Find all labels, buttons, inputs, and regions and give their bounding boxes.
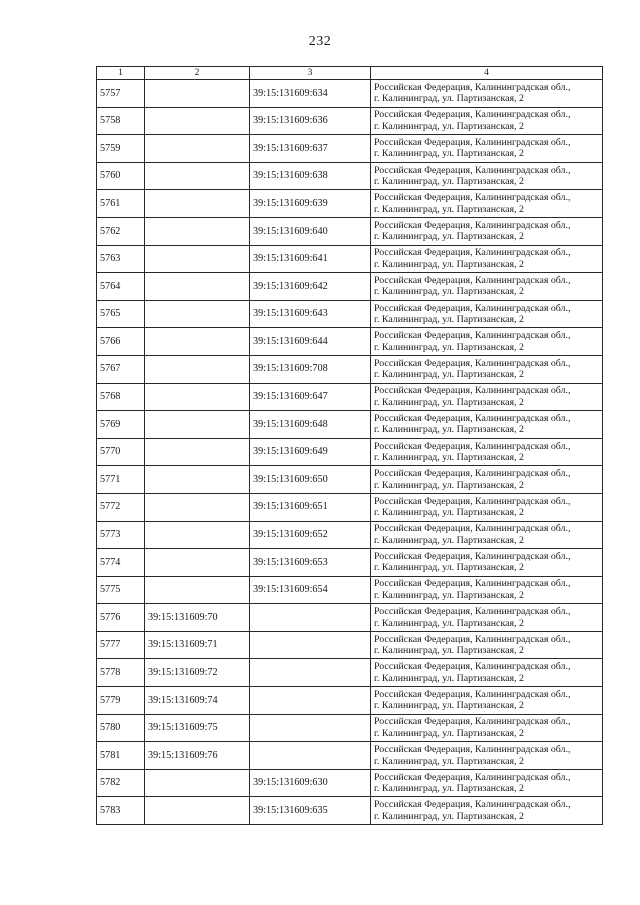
address-cell (371, 659, 603, 687)
row-number-cell: 5778 (97, 659, 145, 687)
registry-table-body (97, 67, 603, 825)
address-line-1: Российская Федерация, Калининградская обл., (374, 468, 571, 480)
address-cell (371, 80, 603, 108)
table-row (97, 576, 603, 604)
land-cadastral-number-cell (145, 549, 250, 577)
row-number-cell: 5765 (97, 300, 145, 328)
address-line-1: Российская Федерация, Калининградская обл., (374, 412, 571, 424)
table-row (97, 411, 603, 439)
address-cell (371, 245, 603, 273)
address-cell (371, 549, 603, 577)
address-cell (371, 521, 603, 549)
row-number-cell: 5767 (97, 355, 145, 383)
column-header-3: 3 (250, 67, 371, 80)
address-line-1: Российская Федерация, Калининградская обл., (374, 247, 571, 259)
row-number-cell: 5760 (97, 162, 145, 190)
address-line-2: г. Калининград, ул. Партизанская, 2 (374, 645, 524, 657)
table-row (97, 714, 603, 742)
address-line-1: Российская Федерация, Калининградская обл., (374, 274, 571, 286)
row-number-cell: 5770 (97, 438, 145, 466)
address-cell (371, 355, 603, 383)
row-number-cell: 5779 (97, 687, 145, 715)
address-cell (371, 273, 603, 301)
table-row (97, 300, 603, 328)
land-cadastral-number-cell: 39:15:131609:74 (145, 687, 250, 715)
land-cadastral-number-cell (145, 107, 250, 135)
address-line-2: г. Калининград, ул. Партизанская, 2 (374, 562, 524, 574)
row-number-cell: 5777 (97, 631, 145, 659)
address-cell (371, 769, 603, 797)
address-line-2: г. Калининград, ул. Партизанская, 2 (374, 727, 524, 739)
row-number-cell: 5776 (97, 604, 145, 632)
address-line-1: Российская Федерация, Калининградская обл., (374, 550, 571, 562)
row-number-cell: 5766 (97, 328, 145, 356)
registry-table (96, 66, 603, 825)
object-cadastral-number-cell: 39:15:131609:642 (250, 273, 371, 301)
address-line-2: г. Калининград, ул. Партизанская, 2 (374, 120, 524, 132)
land-cadastral-number-cell (145, 328, 250, 356)
address-line-2: г. Калининград, ул. Партизанская, 2 (374, 810, 524, 822)
object-cadastral-number-cell: 39:15:131609:708 (250, 355, 371, 383)
row-number-cell: 5772 (97, 493, 145, 521)
table-row (97, 217, 603, 245)
table-row (97, 107, 603, 135)
object-cadastral-number-cell: 39:15:131609:654 (250, 576, 371, 604)
address-line-2: г. Калининград, ул. Партизанская, 2 (374, 479, 524, 491)
object-cadastral-number-cell: 39:15:131609:637 (250, 135, 371, 163)
address-cell (371, 135, 603, 163)
address-line-1: Российская Федерация, Калининградская обл., (374, 744, 571, 756)
object-cadastral-number-cell (250, 631, 371, 659)
table-row (97, 521, 603, 549)
address-line-1: Российская Федерация, Калининградская обл., (374, 440, 571, 452)
address-cell (371, 604, 603, 632)
row-number-cell: 5761 (97, 190, 145, 218)
land-cadastral-number-cell (145, 273, 250, 301)
land-cadastral-number-cell: 39:15:131609:76 (145, 742, 250, 770)
table-row (97, 190, 603, 218)
address-line-2: г. Калининград, ул. Партизанская, 2 (374, 396, 524, 408)
object-cadastral-number-cell: 39:15:131609:648 (250, 411, 371, 439)
address-line-1: Российская Федерация, Калининградская обл., (374, 136, 571, 148)
address-line-1: Российская Федерация, Калининградская обл., (374, 385, 571, 397)
row-number-cell: 5758 (97, 107, 145, 135)
row-number-cell: 5762 (97, 217, 145, 245)
object-cadastral-number-cell: 39:15:131609:653 (250, 549, 371, 577)
address-cell (371, 687, 603, 715)
row-number-cell: 5771 (97, 466, 145, 494)
address-line-2: г. Калининград, ул. Партизанская, 2 (374, 424, 524, 436)
address-line-2: г. Калининград, ул. Партизанская, 2 (374, 617, 524, 629)
land-cadastral-number-cell (145, 300, 250, 328)
address-line-2: г. Калининград, ул. Партизанская, 2 (374, 700, 524, 712)
page-number: 232 (308, 34, 332, 49)
land-cadastral-number-cell (145, 466, 250, 494)
row-number-cell: 5775 (97, 576, 145, 604)
object-cadastral-number-cell (250, 687, 371, 715)
row-number-cell: 5763 (97, 245, 145, 273)
address-line-2: г. Калининград, ул. Партизанская, 2 (374, 589, 524, 601)
row-number-cell: 5774 (97, 549, 145, 577)
object-cadastral-number-cell: 39:15:131609:638 (250, 162, 371, 190)
address-line-2: г. Калининград, ул. Партизанская, 2 (374, 203, 524, 215)
table-row (97, 549, 603, 577)
address-line-1: Российская Федерация, Калининградская обл., (374, 164, 571, 176)
object-cadastral-number-cell (250, 659, 371, 687)
row-number-cell: 5759 (97, 135, 145, 163)
object-cadastral-number-cell: 39:15:131609:649 (250, 438, 371, 466)
address-line-1: Российская Федерация, Калининградская обл., (374, 219, 571, 231)
address-cell (371, 411, 603, 439)
address-cell (371, 493, 603, 521)
address-line-2: г. Калининград, ул. Партизанская, 2 (374, 176, 524, 188)
table-row (97, 687, 603, 715)
address-line-1: Российская Федерация, Калининградская обл., (374, 495, 571, 507)
land-cadastral-number-cell (145, 576, 250, 604)
address-line-1: Российская Федерация, Калининградская обл., (374, 523, 571, 535)
address-line-2: г. Калининград, ул. Партизанская, 2 (374, 783, 524, 795)
table-row (97, 631, 603, 659)
column-number-row (97, 67, 603, 80)
address-line-1: Российская Федерация, Калининградская обл., (374, 606, 571, 618)
land-cadastral-number-cell (145, 245, 250, 273)
row-number-cell: 5782 (97, 769, 145, 797)
table-row (97, 355, 603, 383)
table-row (97, 659, 603, 687)
object-cadastral-number-cell (250, 742, 371, 770)
address-line-1: Российская Федерация, Калининградская обл., (374, 578, 571, 590)
address-line-2: г. Калининград, ул. Партизанская, 2 (374, 258, 524, 270)
column-header-4: 4 (371, 67, 603, 80)
address-cell (371, 438, 603, 466)
address-cell (371, 162, 603, 190)
table-row (97, 438, 603, 466)
land-cadastral-number-cell (145, 797, 250, 825)
address-line-1: Российская Федерация, Калининградская обл., (374, 357, 571, 369)
table-row (97, 80, 603, 108)
row-number-cell: 5781 (97, 742, 145, 770)
column-header-1: 1 (97, 67, 145, 80)
table-row (97, 328, 603, 356)
address-cell (371, 107, 603, 135)
object-cadastral-number-cell: 39:15:131609:651 (250, 493, 371, 521)
table-row (97, 383, 603, 411)
object-cadastral-number-cell (250, 604, 371, 632)
land-cadastral-number-cell (145, 411, 250, 439)
address-line-2: г. Калининград, ул. Партизанская, 2 (374, 672, 524, 684)
table-row (97, 135, 603, 163)
address-cell (371, 714, 603, 742)
address-line-1: Российская Федерация, Калининградская обл., (374, 192, 571, 204)
land-cadastral-number-cell (145, 383, 250, 411)
land-cadastral-number-cell: 39:15:131609:70 (145, 604, 250, 632)
object-cadastral-number-cell: 39:15:131609:630 (250, 769, 371, 797)
address-line-1: Российская Федерация, Калининградская обл., (374, 688, 571, 700)
object-cadastral-number-cell: 39:15:131609:636 (250, 107, 371, 135)
land-cadastral-number-cell (145, 217, 250, 245)
address-cell (371, 217, 603, 245)
address-cell (371, 190, 603, 218)
row-number-cell: 5783 (97, 797, 145, 825)
address-line-2: г. Калининград, ул. Партизанская, 2 (374, 314, 524, 326)
row-number-cell: 5769 (97, 411, 145, 439)
object-cadastral-number-cell: 39:15:131609:650 (250, 466, 371, 494)
object-cadastral-number-cell (250, 714, 371, 742)
address-line-1: Российская Федерация, Калининградская обл., (374, 799, 571, 811)
row-number-cell: 5773 (97, 521, 145, 549)
address-line-1: Российская Федерация, Калининградская обл., (374, 330, 571, 342)
address-line-1: Российская Федерация, Калининградская обл., (374, 302, 571, 314)
object-cadastral-number-cell: 39:15:131609:634 (250, 80, 371, 108)
address-cell (371, 742, 603, 770)
table-row (97, 466, 603, 494)
object-cadastral-number-cell: 39:15:131609:639 (250, 190, 371, 218)
land-cadastral-number-cell (145, 355, 250, 383)
land-cadastral-number-cell: 39:15:131609:72 (145, 659, 250, 687)
address-line-1: Российская Федерация, Калининградская обл., (374, 771, 571, 783)
object-cadastral-number-cell: 39:15:131609:640 (250, 217, 371, 245)
address-cell (371, 383, 603, 411)
column-header-2: 2 (145, 67, 250, 80)
address-cell (371, 300, 603, 328)
object-cadastral-number-cell: 39:15:131609:635 (250, 797, 371, 825)
row-number-cell: 5768 (97, 383, 145, 411)
address-line-1: Российская Федерация, Калининградская обл., (374, 716, 571, 728)
table-row (97, 604, 603, 632)
land-cadastral-number-cell: 39:15:131609:75 (145, 714, 250, 742)
row-number-cell: 5780 (97, 714, 145, 742)
address-line-2: г. Калининград, ул. Партизанская, 2 (374, 148, 524, 160)
land-cadastral-number-cell (145, 135, 250, 163)
land-cadastral-number-cell (145, 80, 250, 108)
table-row (97, 742, 603, 770)
address-line-2: г. Калининград, ул. Партизанская, 2 (374, 231, 524, 243)
address-line-1: Российская Федерация, Калининградская обл., (374, 109, 571, 121)
row-number-cell: 5757 (97, 80, 145, 108)
object-cadastral-number-cell: 39:15:131609:652 (250, 521, 371, 549)
table-row (97, 245, 603, 273)
address-line-2: г. Калининград, ул. Партизанская, 2 (374, 755, 524, 767)
address-line-2: г. Калининград, ул. Партизанская, 2 (374, 93, 524, 105)
object-cadastral-number-cell: 39:15:131609:647 (250, 383, 371, 411)
address-line-2: г. Калининград, ул. Партизанская, 2 (374, 507, 524, 519)
land-cadastral-number-cell (145, 769, 250, 797)
row-number-cell: 5764 (97, 273, 145, 301)
address-line-2: г. Калининград, ул. Партизанская, 2 (374, 534, 524, 546)
table-row (97, 769, 603, 797)
address-cell (371, 631, 603, 659)
land-cadastral-number-cell: 39:15:131609:71 (145, 631, 250, 659)
land-cadastral-number-cell (145, 162, 250, 190)
address-cell (371, 466, 603, 494)
table-row (97, 493, 603, 521)
table-row (97, 273, 603, 301)
land-cadastral-number-cell (145, 493, 250, 521)
address-line-1: Российская Федерация, Калининградская обл., (374, 661, 571, 673)
address-cell (371, 328, 603, 356)
address-cell (371, 797, 603, 825)
address-line-2: г. Калининград, ул. Партизанская, 2 (374, 286, 524, 298)
address-line-2: г. Калининград, ул. Партизанская, 2 (374, 341, 524, 353)
address-line-1: Российская Федерация, Калининградская обл., (374, 633, 571, 645)
address-cell (371, 576, 603, 604)
address-line-1: Российская Федерация, Калининградская обл., (374, 81, 571, 93)
object-cadastral-number-cell: 39:15:131609:641 (250, 245, 371, 273)
table-row (97, 797, 603, 825)
object-cadastral-number-cell: 39:15:131609:644 (250, 328, 371, 356)
table-row (97, 162, 603, 190)
land-cadastral-number-cell (145, 190, 250, 218)
land-cadastral-number-cell (145, 521, 250, 549)
object-cadastral-number-cell: 39:15:131609:643 (250, 300, 371, 328)
address-line-2: г. Калининград, ул. Партизанская, 2 (374, 452, 524, 464)
address-line-2: г. Калининград, ул. Партизанская, 2 (374, 369, 524, 381)
land-cadastral-number-cell (145, 438, 250, 466)
